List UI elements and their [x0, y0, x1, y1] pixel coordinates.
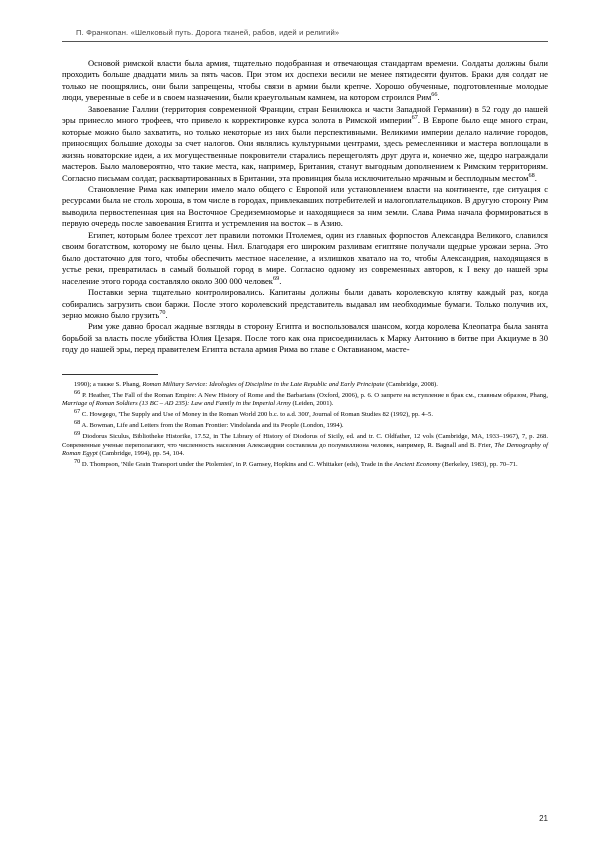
footnotes-list: [62, 381, 548, 470]
paragraph-3: Становление Рима как империи имело мало общего с Европой или установлением власти на континенте, где ситуация с ресурсами была не столь хороша, в том числе в городах, привлекавших потребителей и налогоплательщиков. В другую сторону Рим выводила первостепенная ция на Восточное Средиземноморье и находящиеся за ним земли. Слава Рима начала формироваться в первую очередь после завоевания Египта и устремления на восток – в Азию.: [62, 183, 548, 229]
footnote-item: $^{66}$ P. Heather, The Fall of the Roman Empire: A New History of Rome and the Barbarians (Oxford, 2006), p. 6. О запрете на вступление в брак см., главным образом, Phang, Marriage of Roman Soldiers (13 BC – AD 235): Law and Family in the Imperial Army (Leiden, 2001).: [62, 388, 548, 408]
footnote-ref-70[interactable]: 70: [159, 309, 166, 317]
header-divider: [62, 41, 548, 42]
running-head: П. Франкопан. «Шелковый путь. Дорога тканей, рабов, идей и религий»: [76, 28, 340, 37]
footnote-item: $^{69}$ Diodorus Siculus, Bibliotheke Historike, 17.52, in The Library of History of Diodorus of Sicily, ed. and tr. C. Oldfather, 12 vols (Cambridge, MA, 1933–1967), 7, p. 268. Современные ученые переполагают, что численность населения Александрии составляла до полумиллиона человек, например, R. Bagnall and B. Frier, The Demography of Roman Egypt (Cambridge, 1994), pp. 54, 104.: [62, 430, 548, 458]
paragraph-2: Завоевание Галлии (территория современной Франции, стран Бенилюкса и части Западной Германии) в 52 году до нашей эры принесло много трофеев, что привело к корректировке курса золота в Римской империи$^{67}$. В Европе было еще много стран, которые можно было захватить, но только некоторые из них были перспективными. Великими империи делало наличие городов, приносящих большие доходы за счет налогов. Они являлись культурными центрами, здесь ремесленники и мастера воплощали в жизнь новаторские идеи, а их могущественные покровители старались перещеголять друг друга и, конечно же, щедро награждали мастеров. Было маловероятно, что такие места, как, например, Британия, станут выгодным дополнением к Римским территориям. Согласно письмам солдат, расквартированных в Британии, эта провинция была исключительно мрачным и бесплодным местом$^{68}$.: [62, 103, 548, 183]
footnote-item: $^{67}$ C. Howgego, 'The Supply and Use of Money in the Roman World 200 b.c. to a.d. 300', Journal of Roman Studies 82 (1992), pp. 4–5.: [74, 408, 433, 419]
footnote-ref-67[interactable]: 67: [411, 114, 418, 122]
footnote-ref-69[interactable]: 69: [272, 274, 280, 282]
footnote-divider: [62, 374, 158, 375]
paragraph-5: Поставки зерна тщательно контролировались. Капитаны должны были давать королевскую клятву каждый раз, когда собирались загрузить свои баржи. После этого королевский представитель выдавал им необходимые бумаги. Только получив их, зерно можно было грузить$^{70}$.: [62, 287, 548, 320]
body-text: [62, 58, 548, 356]
footnote-item: $^{68}$ A. Bowman, Life and Letters from the Roman Frontier: Vindolanda and its People (London, 1994).: [74, 419, 344, 430]
footnote-ref-68[interactable]: 68: [528, 171, 535, 179]
paragraph-1: Основой римской власти была армия, тщательно подобранная и отвечающая стандартам времени. Солдаты должны были проходить больше двадцати миль за пять часов. При этом их доспехи весили не менее пятидесяти фунтов. Браки для солдат не только не поощрялись, они были запрещены, чтобы связи в армии были крепче. Хорошо обученные, подготовленные молодые люди, уверенные в себе и в своем назначении, были краеугольным камнем, на котором строился Рим$^{66}$.: [62, 58, 548, 103]
paragraph-6: Рим уже давно бросал жадные взгляды в сторону Египта и воспользовался шансом, когда королева Клеопатра была занята борьбой за власть после убийства Юлия Цезаря. После того как она присоединилась к Марку Антонию в битве при Акциуме в 30 году до нашей эры, перед правителем Египта встала армия Рима во главе с Октавианом, масте-: [62, 321, 548, 355]
page-number: 21: [539, 814, 548, 823]
footnote-item: $^{70}$ D. Thompson, 'Nile Grain Transport under the Ptolemies', in P. Garnsey, Hopkins and C. Whittaker (eds), Trade in the Ancient Economy (Berkeley, 1983), pp. 70–71.: [74, 458, 518, 469]
footnote-ref-66[interactable]: 66: [431, 91, 438, 99]
paragraph-4: Египет, которым более трехсот лет правили потомки Птолемея, один из главных форпостов Александра Великого, славился своим богатством, которому не было цены. Нил. Благодаря его широким разливам египтяне получали щедрые урожаи зерна. Это было достаточно для того, чтобы обеспечить местное население, а излишков хватало на то, чтобы Александрия, находящаяся в устье реки, превратилась в самый большой город в мире. Согласно одному из современных авторов, к I веку до нашей эры население этого города составляло около 300 000 человек$^{69}$.: [62, 229, 548, 286]
footnote-item: 1990); а также S. Phang, Roman Military Service: Ideologies of Discipline in the Late Republic and Early Principate (Cambridge, 2008).: [74, 380, 438, 388]
